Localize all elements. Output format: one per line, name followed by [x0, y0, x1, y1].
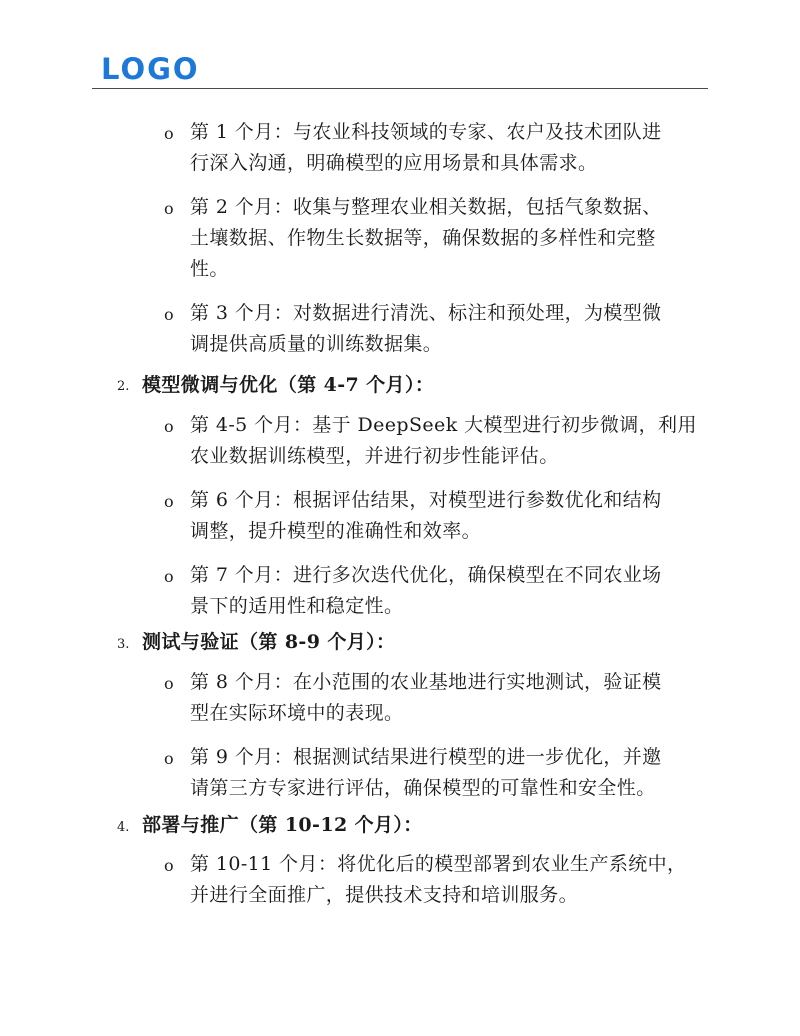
page-header	[92, 48, 708, 89]
list-item	[190, 849, 710, 911]
list-item-line: 调提供高质量的训练数据集。	[190, 333, 443, 355]
list-item-line: 第 2 个月：收集与整理农业相关数据，包括气象数据、	[190, 196, 662, 218]
bullet-icon: o	[164, 199, 174, 218]
bullet-icon: o	[164, 124, 174, 143]
list-item-line: 第 7 个月：进行多次迭代优化，确保模型在不同农业场	[190, 564, 662, 586]
bullet-icon: o	[164, 492, 174, 511]
list-item-line: 第 4-5 个月：基于 DeepSeek 大模型进行初步微调，利用	[190, 414, 697, 436]
bullet-icon: o	[164, 417, 174, 436]
list-item-line: 第 6 个月：根据评估结果，对模型进行参数优化和结构	[190, 489, 662, 511]
section-title: 模型微调与优化（第 4-7 个月）：	[142, 374, 435, 396]
section-title: 部署与推广（第 10-12 个月）：	[142, 814, 423, 836]
list-item-line: 农业数据训练模型，并进行初步性能评估。	[190, 445, 559, 467]
list-item-line: 型在实际环境中的表现。	[190, 702, 404, 724]
bullet-icon: o	[164, 856, 174, 875]
list-item-line: 性。	[190, 258, 229, 280]
list-item-line: 景下的适用性和稳定性。	[190, 595, 404, 617]
list-item	[190, 117, 710, 179]
section-number: 3.	[117, 637, 130, 652]
list-item	[190, 192, 710, 285]
section-title: 测试与验证（第 8-9 个月）：	[142, 631, 396, 653]
bullet-icon: o	[164, 749, 174, 768]
list-item-line: 并进行全面推广，提供技术支持和培训服务。	[190, 884, 579, 906]
list-item-line: 调整，提升模型的准确性和效率。	[190, 520, 482, 542]
list-item	[190, 667, 710, 729]
list-item-line: 第 9 个月：根据测试结果进行模型的进一步优化，并邀	[190, 746, 662, 768]
list-item-line: 第 10-11 个月：将优化后的模型部署到农业生产系统中，	[190, 853, 687, 875]
list-item-line: 行深入沟通，明确模型的应用场景和具体需求。	[190, 152, 598, 174]
list-item	[190, 742, 710, 804]
bullet-icon: o	[164, 305, 174, 324]
section-number: 2.	[117, 379, 130, 394]
list-item	[190, 485, 710, 547]
list-item	[190, 410, 710, 472]
logo: LOGO	[101, 52, 200, 86]
list-item-line: 第 3 个月：对数据进行清洗、标注和预处理，为模型微	[190, 302, 662, 324]
bullet-icon: o	[164, 674, 174, 693]
list-item	[190, 560, 710, 622]
list-item-line: 土壤数据、作物生长数据等，确保数据的多样性和完整	[190, 227, 656, 249]
list-item-line: 请第三方专家进行评估，确保模型的可靠性和安全性。	[190, 777, 656, 799]
section-number: 4.	[117, 820, 130, 835]
list-item-line: 第 1 个月：与农业科技领域的专家、农户及技术团队进	[190, 121, 662, 143]
bullet-icon: o	[164, 567, 174, 586]
list-item	[190, 298, 710, 360]
list-item-line: 第 8 个月：在小范围的农业基地进行实地测试，验证模	[190, 671, 662, 693]
